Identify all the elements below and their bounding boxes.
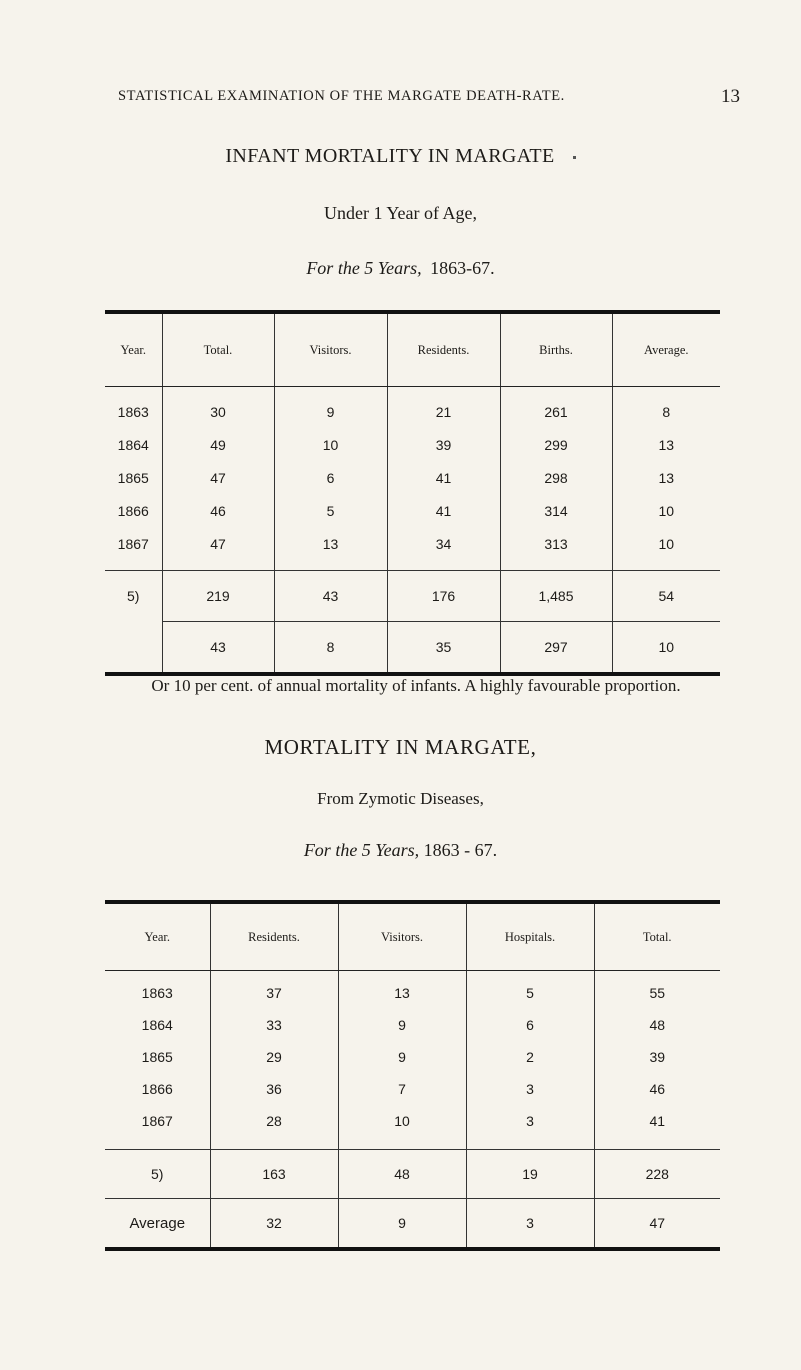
cell-year: 1866	[117, 502, 149, 519]
cell-year: 1866	[141, 1081, 173, 1097]
table-row	[105, 428, 720, 461]
cell-year: 1865	[141, 1049, 173, 1065]
header-year: Year.	[105, 312, 162, 387]
cell-residents: 34	[387, 527, 500, 571]
infant-table-title	[0, 145, 801, 168]
table-row	[105, 387, 720, 429]
table-row	[105, 1105, 720, 1150]
table-row	[105, 1073, 720, 1105]
zymotic-table-period	[0, 840, 801, 861]
cell-residents: 39	[387, 428, 500, 461]
zymotic-table-title: MORTALITY IN MARGATE,	[264, 735, 537, 759]
cell-births: 1,485	[500, 571, 612, 622]
header-year: Year.	[105, 902, 210, 971]
header-residents: Residents.	[210, 902, 338, 971]
cell-year: 1867	[117, 535, 149, 552]
cell-visitors: 9	[338, 1041, 466, 1073]
cell-hospitals: 3	[466, 1199, 594, 1250]
cell-residents: 35	[387, 622, 500, 675]
cell-residents: 163	[210, 1150, 338, 1199]
cell-year: 1864	[117, 436, 149, 453]
cell-hospitals: 19	[466, 1150, 594, 1199]
cell-total: 228	[594, 1150, 720, 1199]
cell-hospitals: 2	[466, 1041, 594, 1073]
cell-total: 46	[594, 1073, 720, 1105]
infant-title-text: INFANT MORTALITY IN MARGATE	[225, 145, 555, 167]
running-head	[118, 88, 738, 105]
cell-residents: 41	[387, 494, 500, 527]
cell-divisor: 5)	[105, 1150, 210, 1199]
cell-visitors: 48	[338, 1150, 466, 1199]
table-row	[105, 461, 720, 494]
cell-year: 1867	[141, 1113, 173, 1129]
table-row	[105, 494, 720, 527]
table-row	[105, 527, 720, 571]
cell-total: 47	[594, 1199, 720, 1250]
cell-hospitals: 5	[466, 971, 594, 1010]
cell-residents: 41	[387, 461, 500, 494]
running-head-title: STATISTICAL EXAMINATION OF THE MARGATE DEATH-RATE.	[118, 88, 565, 104]
cell-average: 13	[612, 461, 720, 494]
cell-divisor: 5)	[105, 571, 162, 622]
header-births: Births.	[500, 312, 612, 387]
cell-total: 48	[594, 1009, 720, 1041]
cell-visitors: 13	[338, 971, 466, 1010]
cell-total: 30	[162, 387, 274, 429]
infant-period-years: 1863-67.	[430, 258, 495, 278]
average-row	[105, 1199, 720, 1250]
zymotic-table-subtitle: From Zymotic Diseases,	[317, 789, 484, 808]
table-header-row	[105, 312, 720, 387]
cell-average: 54	[612, 571, 720, 622]
header-average: Average.	[612, 312, 720, 387]
infant-table-period	[0, 258, 801, 279]
cell-births: 298	[500, 461, 612, 494]
header-visitors: Visitors.	[274, 312, 387, 387]
cell-average: 10	[612, 527, 720, 571]
table-row	[105, 971, 720, 1010]
cell-residents: 33	[210, 1009, 338, 1041]
zymotic-mortality-table	[105, 900, 720, 1251]
cell-total: 219	[162, 571, 274, 622]
cell-births: 261	[500, 387, 612, 429]
cell-births: 297	[500, 622, 612, 675]
cell-residents: 32	[210, 1199, 338, 1250]
cell-hospitals: 3	[466, 1073, 594, 1105]
total-row	[105, 1150, 720, 1199]
cell-total: 47	[162, 527, 274, 571]
cell-year: 1865	[117, 469, 149, 486]
header-hospitals: Hospitals.	[466, 902, 594, 971]
cell-visitors: 6	[274, 461, 387, 494]
zymotic-period-italic: For the 5 Years,	[303, 840, 420, 860]
cell-residents: 36	[210, 1073, 338, 1105]
cell-visitors: 43	[274, 571, 387, 622]
cell-total: 43	[162, 622, 274, 675]
cell-total: 49	[162, 428, 274, 461]
cell-visitors: 10	[274, 428, 387, 461]
cell-residents: 29	[210, 1041, 338, 1073]
infant-note: Or 10 per cent. of annual mortality of infants. A highly favourable proportion.	[151, 676, 681, 695]
cell-visitors: 13	[274, 527, 387, 571]
cell-average: 8	[612, 387, 720, 429]
cell-average: 13	[612, 428, 720, 461]
cell-births: 299	[500, 428, 612, 461]
cell-total: 39	[594, 1041, 720, 1073]
table-row	[105, 1009, 720, 1041]
cell-label: Average	[105, 1199, 210, 1250]
table-row	[105, 1041, 720, 1073]
header-residents: Residents.	[387, 312, 500, 387]
cell-visitors: 10	[338, 1105, 466, 1150]
cell-visitors: 7	[338, 1073, 466, 1105]
cell-total: 47	[162, 461, 274, 494]
cell-label	[105, 622, 162, 675]
page-number: 13	[721, 86, 740, 107]
cell-births: 313	[500, 527, 612, 571]
cell-residents: 28	[210, 1105, 338, 1150]
header-total: Total.	[594, 902, 720, 971]
average-row	[105, 622, 720, 675]
zymotic-period-years: 1863 - 67.	[423, 840, 498, 860]
cell-year: 1863	[117, 403, 149, 420]
cell-hospitals: 6	[466, 1009, 594, 1041]
cell-hospitals: 3	[466, 1105, 594, 1150]
table-header-row	[105, 902, 720, 971]
cell-visitors: 8	[274, 622, 387, 675]
header-visitors: Visitors.	[338, 902, 466, 971]
cell-visitors: 9	[274, 387, 387, 429]
cell-average: 10	[612, 622, 720, 675]
cell-visitors: 5	[274, 494, 387, 527]
infant-period-italic: For the 5 Years,	[306, 258, 422, 278]
ink-speck	[573, 156, 576, 159]
infant-mortality-table	[105, 310, 720, 676]
cell-residents: 37	[210, 971, 338, 1010]
cell-total: 41	[594, 1105, 720, 1150]
cell-residents: 176	[387, 571, 500, 622]
infant-table-subtitle: Under 1 Year of Age,	[324, 203, 477, 223]
cell-visitors: 9	[338, 1199, 466, 1250]
header-total: Total.	[162, 312, 274, 387]
cell-births: 314	[500, 494, 612, 527]
total-row	[105, 571, 720, 622]
cell-year: 1863	[141, 985, 173, 1001]
cell-year: 1864	[141, 1017, 173, 1033]
cell-total: 46	[162, 494, 274, 527]
cell-total: 55	[594, 971, 720, 1010]
cell-average: 10	[612, 494, 720, 527]
cell-residents: 21	[387, 387, 500, 429]
cell-visitors: 9	[338, 1009, 466, 1041]
